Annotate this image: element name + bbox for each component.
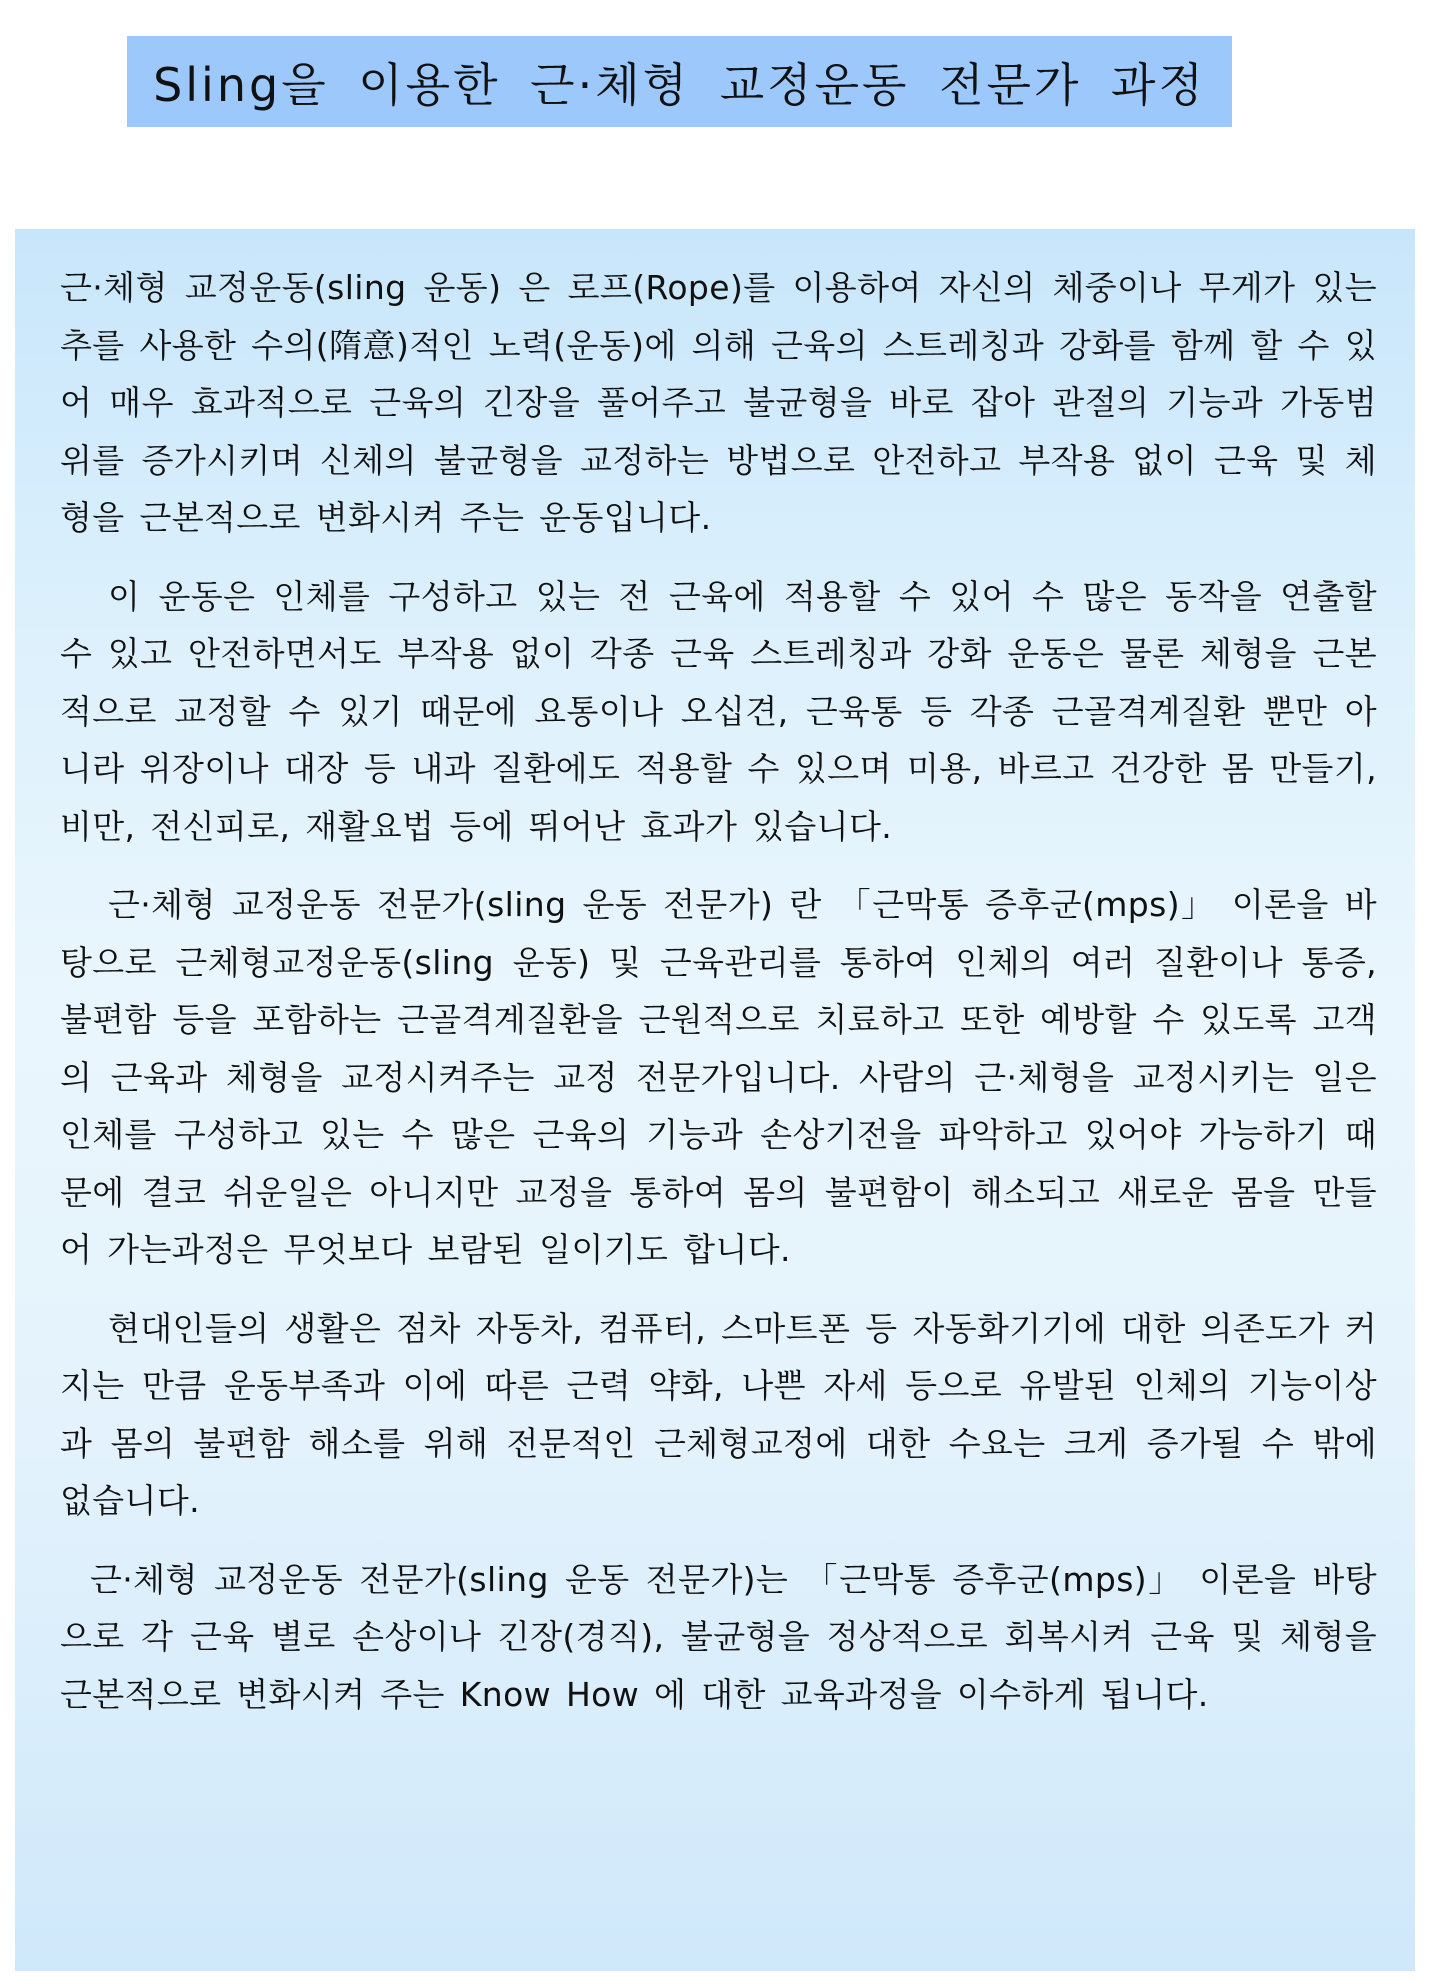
paragraph-expert-definition: 근·체형 교정운동 전문가(sling 운동 전문가) 란 「근막통 증후군(mps)」 이론을 바탕으로 근체형교정운동(sling 운동) 및 근육관리를 통하여 인체의 여러 질환이나 통증, 불편함 등을 포함하는 근골격계질환을 근원적으로 치료하고 또한 예방할 수 있도록 고객의 근육과 체형을 교정시켜주는 교정 전문가입니다. 사람의 근·체형을 교정시키는 일은 인체를 구성하고 있는 수 많은 근육의 기능과 손상기전을 파악하고 있어야 가능하기 때문에 결코 쉬운일은 아니지만 교정을 통하여 몸의 불편함이 해소되고 새로운 몸을 만들어 가는과정은 무엇보다 보람된 일이기도 합니다. xyxy=(60,885,1377,1269)
paragraph-applications: 이 운동은 인체를 구성하고 있는 전 근육에 적용할 수 있어 수 많은 동작을 연출할 수 있고 안전하면서도 부작용 없이 각종 근육 스트레칭과 강화 운동은 물론 체형을 근본적으로 교정할 수 있기 때문에 요통이나 오십견, 근육통 등 각종 근골격계질환 뿐만 아니라 위장이나 대장 등 내과 질환에도 적용할 수 있으며 미용, 바르고 건강한 몸 만들기, 비만, 전신피로, 재활요법 등에 뛰어난 효과가 있습니다. xyxy=(60,576,1378,846)
paragraph-curriculum: 근·체형 교정운동 전문가(sling 운동 전문가)는 「근막통 증후군(mps)」 이론을 바탕으로 각 근육 별로 손상이나 긴장(경직), 불균형을 정상적으로 회복시켜 근육 및 체형을 근본적으로 변화시켜 주는 Know How 에 대한 교육과정을 이수하게 됩니다. xyxy=(60,1559,1377,1714)
page-title: Sling을 이용한 근·체형 교정운동 전문가 과정 xyxy=(153,57,1206,112)
content-panel xyxy=(15,229,1415,1971)
paragraph-intro: 근·체형 교정운동(sling 운동) 은 로프(Rope)를 이용하여 자신의 체중이나 무게가 있는 추를 사용한 수의(隋意)적인 노력(운동)에 의해 근육의 스트레칭과 강화를 함께 할 수 있어 매우 효과적으로 근육의 긴장을 풀어주고 불균형을 바로 잡아 관절의 기능과 가동범위를 증가시키며 신체의 불균형을 교정하는 방법으로 안전하고 부작용 없이 근육 및 체형을 근본적으로 변화시켜 주는 운동입니다. xyxy=(60,268,1377,537)
paragraph-demand: 현대인들의 생활은 점차 자동차, 컴퓨터, 스마트폰 등 자동화기기에 대한 의존도가 커지는 만큼 운동부족과 이에 따른 근력 약화, 나쁜 자세 등으로 유발된 인체의 기능이상과 몸의 불편함 해소를 위해 전문적인 근체형교정에 대한 수요는 크게 증가될 수 밖에 없습니다. xyxy=(60,1308,1377,1520)
title-banner xyxy=(127,36,1232,127)
